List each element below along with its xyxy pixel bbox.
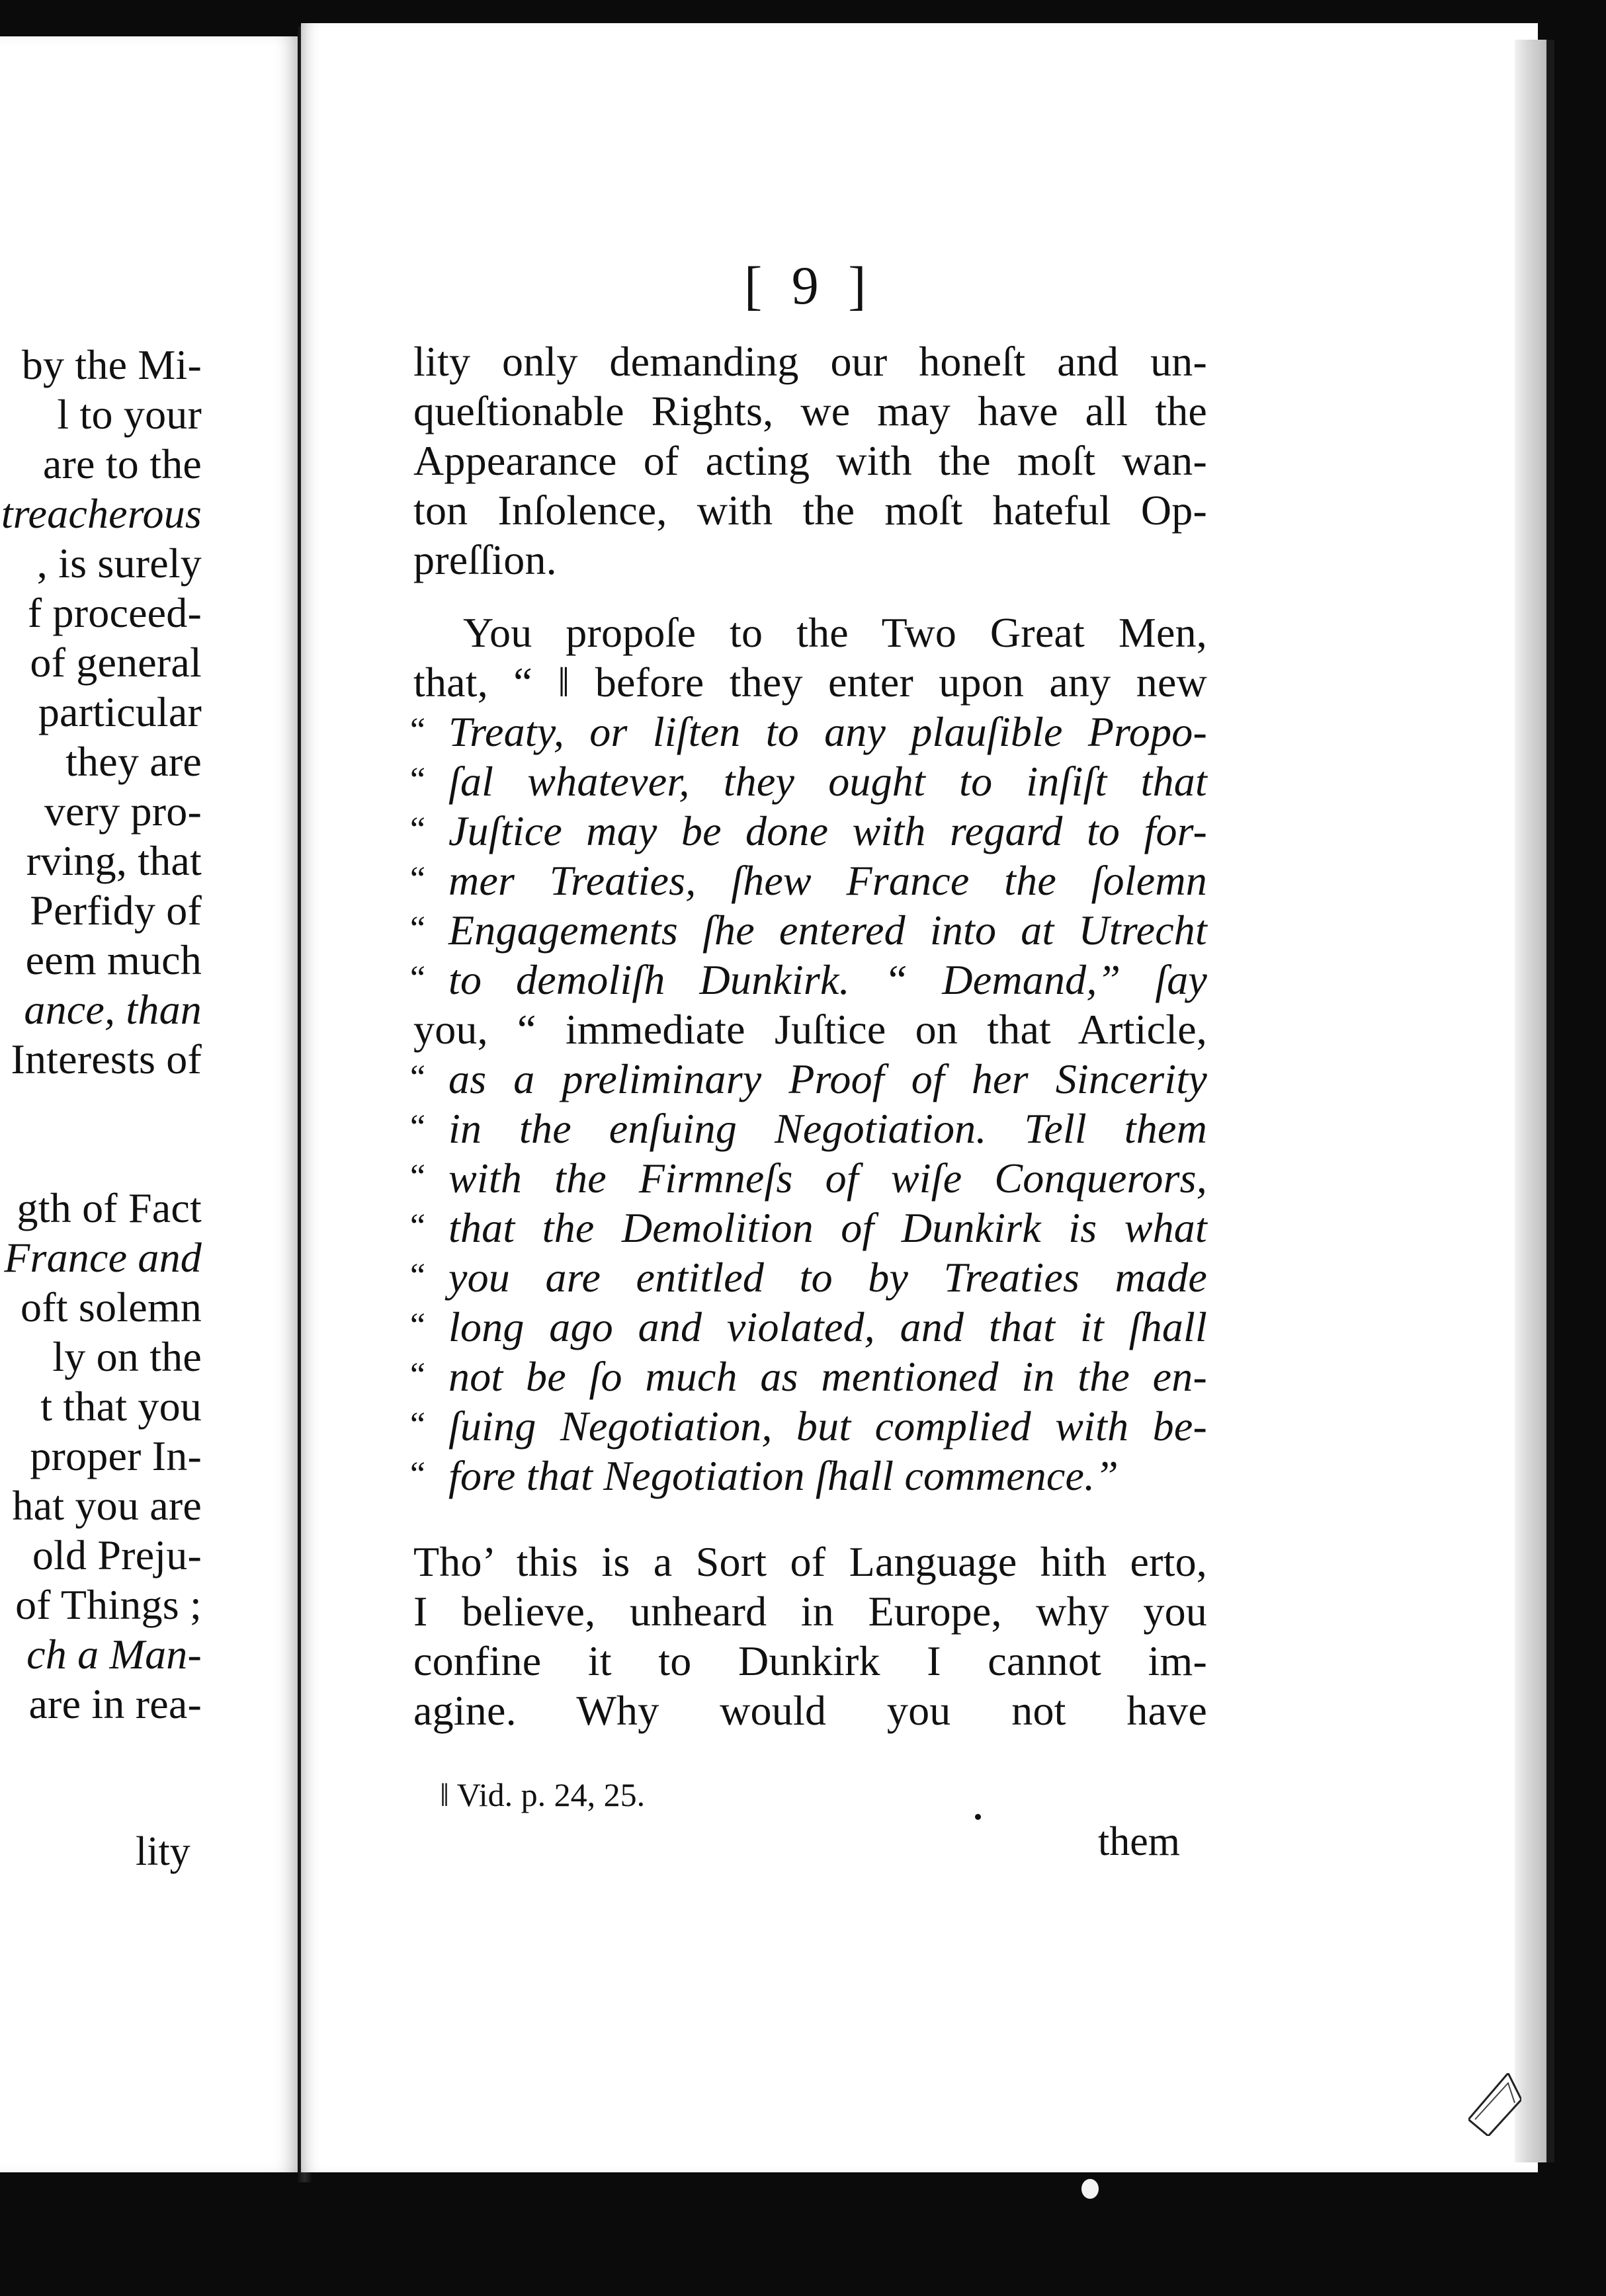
quoted-text-line	[410, 760, 1207, 803]
left-page-line: , is surely	[36, 540, 202, 587]
left-page-line: proper In-	[30, 1432, 202, 1479]
quote-mark: “	[410, 1059, 426, 1096]
left-page-line: France and	[4, 1234, 202, 1281]
body-text-line: Appearance of acting with the moſt wan-	[413, 437, 1207, 484]
left-page-line: gth of Fact	[17, 1184, 202, 1231]
folded-corner	[1468, 2073, 1521, 2136]
page-edge	[1515, 40, 1546, 2162]
quoted-text: fore that Negotiation ſhall commence.”	[448, 1452, 1119, 1499]
quoted-text: Engagements ſhe entered into at Utrecht	[448, 907, 1207, 954]
quote-mark: “	[410, 1158, 426, 1196]
left-page-line: oft solemn	[21, 1284, 202, 1331]
quoted-text: Juſtice may be done with regard to for-	[448, 807, 1207, 854]
left-page-line: rving, that	[26, 837, 202, 884]
quoted-text: not be ſo much as mentioned in the en-	[448, 1353, 1207, 1400]
quoted-text-line	[410, 1452, 1207, 1499]
left-catchword: lity	[136, 1829, 190, 1874]
quoted-text-line	[410, 1055, 1207, 1102]
quoted-text: mer Treaties, ſhew France the ſolemn	[448, 857, 1207, 904]
quote-mark: “	[410, 811, 426, 848]
quoted-text-line	[410, 708, 1207, 755]
left-page-line: ly on the	[52, 1333, 202, 1380]
left-page-line: particular	[38, 688, 202, 735]
quote-mark: “	[410, 1406, 426, 1444]
left-page-line: eem much	[25, 936, 202, 983]
left-page-line: f proceed-	[27, 589, 202, 636]
quoted-text-line	[410, 807, 1207, 854]
quoted-text-line	[410, 1303, 1207, 1350]
body-text-line: preſſion.	[413, 536, 557, 583]
quoted-text-line	[410, 1157, 1207, 1200]
left-page-line: are to the	[42, 440, 202, 487]
quoted-text: ſuing Negotiation, but complied with be-	[448, 1403, 1207, 1450]
left-page-line: by the Mi-	[21, 341, 202, 388]
left-page-line: treacherous	[1, 490, 202, 537]
body-text-line: You propoſe to the Two Great Men,	[463, 609, 1207, 656]
footnote: ‖ Vid. p. 24, 25.	[440, 1776, 646, 1813]
left-page-line: are in rea-	[28, 1680, 202, 1727]
quoted-text-line	[410, 1256, 1207, 1299]
quote-mark: “	[410, 910, 426, 948]
quoted-text: with the Firmneſs of wiſe Conquerors,	[448, 1155, 1207, 1202]
left-page-line: they are	[65, 738, 202, 785]
left-page-line: l to your	[57, 391, 202, 438]
body-text-line: you, “ immediate Juſtice on that Article,	[413, 1006, 1207, 1053]
ink-speck	[975, 1814, 981, 1820]
quoted-text: long ago and violated, and that it ſhall	[448, 1303, 1207, 1350]
left-page-line: t that you	[40, 1383, 202, 1430]
quote-mark: “	[410, 1456, 426, 1493]
left-page-line: Perfidy of	[30, 887, 202, 934]
quoted-text: in the enſuing Negotiation. Tell them	[448, 1105, 1207, 1152]
quote-mark: “	[410, 761, 426, 799]
quoted-text: ſal whatever, they ought to inſiſt that	[448, 758, 1207, 805]
left-page-line: ance, than	[24, 986, 202, 1033]
quoted-text-line	[410, 857, 1207, 904]
left-page-line: hat you are	[12, 1482, 202, 1529]
body-text-line: I believe, unheard in Europe, why you	[413, 1588, 1207, 1635]
left-page-line: old Preju-	[32, 1532, 202, 1578]
left-page-line: of Things ;	[15, 1581, 202, 1628]
quote-mark: “	[410, 712, 426, 749]
quoted-text-line	[410, 1105, 1207, 1152]
quote-mark: “	[410, 1257, 426, 1295]
left-page-line: Interests of	[11, 1036, 202, 1083]
quote-mark: “	[410, 1307, 426, 1344]
body-text-line: ton Inſolence, with the moſt hateful Op-	[413, 487, 1207, 534]
right-catchword: them	[1098, 1819, 1180, 1864]
quoted-text-line	[410, 909, 1207, 952]
left-page-line: very pro-	[44, 788, 202, 835]
left-page-line: of general	[30, 639, 202, 686]
body-text-line: lity only demanding our honeſt and un-	[413, 338, 1207, 385]
body-text-line: queſtionable Rights, we may have all the	[413, 388, 1207, 434]
quoted-text-line	[410, 1353, 1207, 1400]
body-text-line: confine it to Dunkirk I cannot im-	[413, 1637, 1207, 1684]
quoted-text: as a preliminary Proof of her Sincerity	[448, 1055, 1207, 1102]
body-text-line: agine. Why would you not have	[413, 1687, 1207, 1734]
quoted-text: that the Demolition of Dunkirk is what	[448, 1204, 1207, 1251]
quote-mark: “	[410, 960, 426, 997]
quote-mark: “	[410, 1208, 426, 1245]
page-edge-shadow	[1546, 40, 1554, 2162]
quoted-text-line	[410, 1405, 1207, 1448]
quoted-text-line	[410, 956, 1207, 1003]
quoted-text: you are entitled to by Treaties made	[448, 1254, 1207, 1301]
quote-mark: “	[410, 860, 426, 898]
page-number: [ 9 ]	[744, 255, 874, 315]
body-text-line: Tho’ this is a Sort of Language hith erto,	[413, 1538, 1207, 1585]
ink-speck	[1081, 2179, 1099, 2199]
left-page-line: ch a Man-	[26, 1631, 202, 1678]
quoted-text-line	[410, 1204, 1207, 1251]
quote-mark: “	[410, 1356, 426, 1394]
body-text-line: that, “ ‖ before they enter upon any new	[413, 659, 1207, 706]
quote-mark: “	[410, 1108, 426, 1146]
quoted-text: to demoliſh Dunkirk. “ Demand,” ſay	[448, 956, 1207, 1003]
quoted-text: Treaty, or liſten to any plauſible Propo-	[448, 708, 1207, 755]
